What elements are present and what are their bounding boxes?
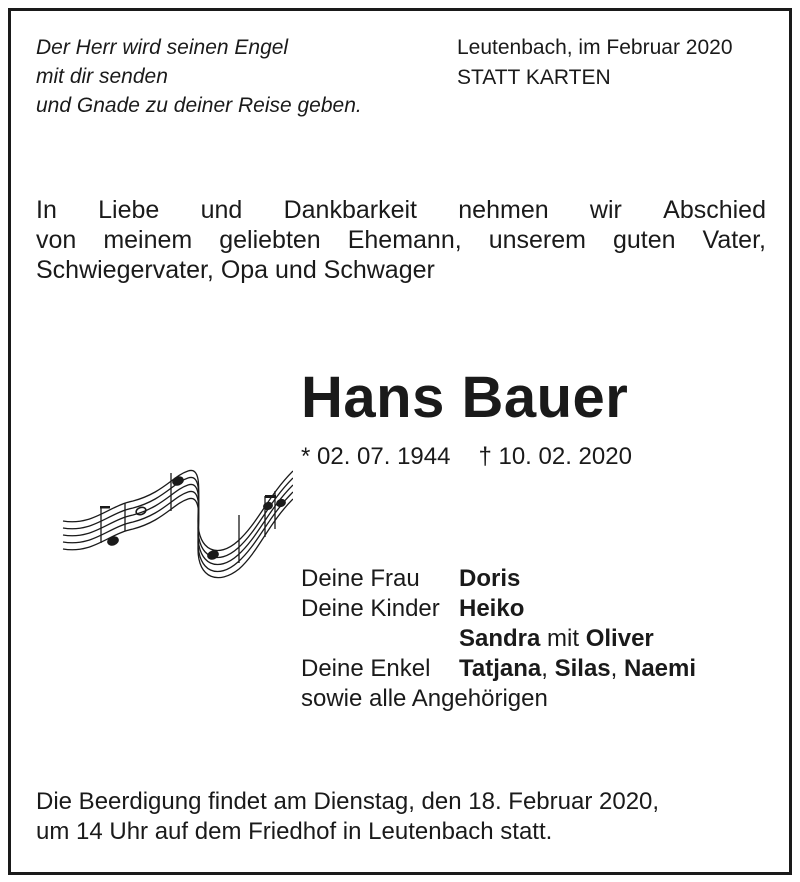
obituary-card bbox=[8, 8, 792, 875]
children-label: Deine Kinder bbox=[301, 595, 440, 622]
intro-word: nehmen bbox=[458, 196, 549, 224]
birth-date: * 02. 07. 1944 bbox=[301, 443, 451, 470]
bible-verse bbox=[36, 33, 362, 120]
intro-word: wir bbox=[589, 196, 622, 224]
partner-name: Oliver bbox=[585, 625, 654, 652]
child-name: Heiko bbox=[459, 595, 525, 622]
intro-word: unserem bbox=[488, 226, 586, 254]
intro-word: guten bbox=[612, 226, 676, 254]
relatives-text: sowie alle Angehörigen bbox=[301, 685, 548, 712]
intro-word: Ehemann, bbox=[347, 226, 462, 254]
intro-line-2 bbox=[36, 225, 766, 255]
verse-line-1: Der Herr wird seinen Engel bbox=[36, 36, 289, 59]
grandchildren-label: Deine Enkel bbox=[301, 655, 431, 682]
grandchild-name: Silas bbox=[554, 655, 611, 682]
verse-line-2: mit dir senden bbox=[36, 65, 168, 88]
separator: , bbox=[541, 655, 548, 682]
deceased-name: Hans Bauer bbox=[301, 365, 629, 430]
intro-word: und bbox=[200, 196, 243, 224]
place-date: Leutenbach, im Februar 2020 bbox=[457, 36, 733, 59]
header-info bbox=[457, 33, 733, 93]
intro-line-1 bbox=[36, 195, 766, 225]
intro-word: von bbox=[36, 226, 77, 254]
child-name: Sandra bbox=[459, 625, 541, 652]
funeral-line-2: um 14 Uhr auf dem Friedhof in Leutenbach statt. bbox=[36, 818, 553, 845]
death-date: † 10. 02. 2020 bbox=[478, 443, 632, 470]
separator: , bbox=[610, 655, 618, 682]
grandchild-name: Tatjana bbox=[459, 655, 542, 682]
wife-name: Doris bbox=[459, 565, 521, 592]
intro-word: Liebe bbox=[98, 196, 160, 224]
intro-line-3: Schwiegervater, Opa und Schwager bbox=[36, 256, 435, 284]
intro-text bbox=[36, 195, 766, 285]
wife-label: Deine Frau bbox=[301, 565, 420, 592]
life-dates bbox=[301, 442, 632, 472]
intro-word: Abschied bbox=[663, 196, 766, 224]
funeral-info bbox=[36, 787, 659, 847]
grandchild-name: Naemi bbox=[623, 655, 697, 682]
statt-karten: STATT KARTEN bbox=[457, 66, 611, 89]
verse-line-3: und Gnade zu deiner Reise geben. bbox=[36, 94, 362, 117]
with-word: mit bbox=[547, 625, 580, 652]
intro-word: geliebten bbox=[219, 226, 321, 254]
funeral-line-1: Die Beerdigung findet am Dienstag, den 18. Februar 2020, bbox=[36, 788, 660, 815]
intro-word: In bbox=[36, 196, 57, 224]
music-staff-icon bbox=[53, 451, 293, 581]
intro-word: meinem bbox=[103, 226, 193, 254]
intro-word: Dankbarkeit bbox=[283, 196, 417, 224]
intro-word: Vater, bbox=[702, 226, 766, 254]
